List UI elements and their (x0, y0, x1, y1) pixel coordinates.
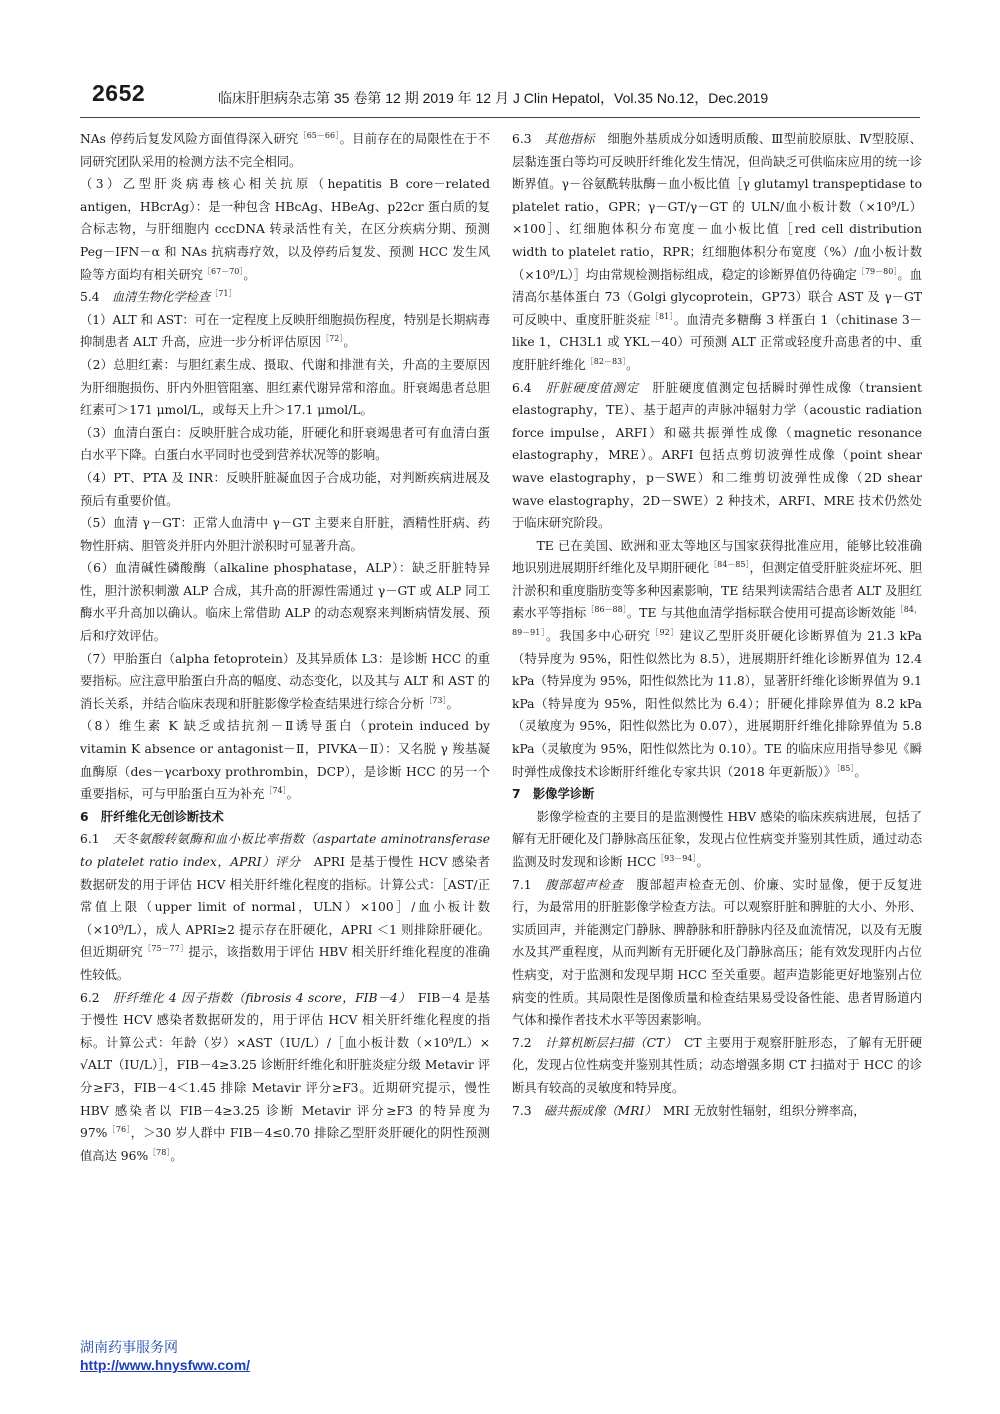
citation[interactable]: ［78］ (148, 1147, 171, 1157)
left-column (80, 128, 490, 1167)
journal-running-head: 临床肝胆病杂志第 35 卷第 12 期 2019 年 12 月 J Clin Hepatol，Vol.35 No.12，Dec.2019 (218, 90, 769, 106)
citation[interactable]: ［84，89－91］ (512, 605, 922, 637)
page-footer (80, 1338, 250, 1374)
citation[interactable]: ［74］ (264, 786, 287, 796)
paragraph: （6）血清碱性磷酸酶（alkaline phosphatase，ALP）：缺乏肝脏特异性，胆汁淤积刺激 ALP 合成，其升高的肝源性需通过 γ－GT 或 ALP 同工酶水平升高加以确认。临床上常借助 ALP 的动态观察来判断病情发展、预后和疗效评估。 (80, 561, 490, 644)
footer-site-name: 湖南药事服务网 (80, 1339, 178, 1355)
citation[interactable]: ［84－85］ (709, 560, 750, 570)
subsection-heading-7-1: 腹部超声检查 (545, 877, 624, 892)
paragraph: 6.1 天冬氨酸转氨酶和血小板比率指数（aspartate aminotransferase to platelet ratio index，APRI）评分 APRI 是基于慢性 HCV 感染者数据研发的用于评估 HCV 相关肝纤维化程度的指标。计算公式：［AST/正常值上限（upper limit of normal，ULN）×100］/血小板计数（×10⁹/L），成人 APRI≥2 提示存在肝硬化，APRI ＜1 则排除肝硬化。但近期研究$^{[75-77]}$提示，该指数用于评估 HBV 相关肝纤维化程度的准确性较低。 (80, 832, 490, 982)
subsection-heading-6-3: 其他指标 (544, 132, 595, 146)
subsection-heading-6-2: 肝纤维化 4 因子指数（fibrosis 4 score，FIB－4） (112, 990, 405, 1005)
paragraph: （5）血清 γ－GT：正常人血清中 γ－GT 主要来自肝脏，酒精性肝病、药物性肝病、胆管炎并肝内外胆汁淤积时可显著升高。 (80, 516, 490, 553)
paragraph: （4）PT、PTA 及 INR：反映肝脏凝血因子合成功能，对判断疾病进展及预后有重要价值。 (80, 470, 490, 508)
citation[interactable]: ［65－66］ (298, 130, 340, 140)
subsection-heading-6-1: 天冬氨酸转氨酶和血小板比率指数（aspartate aminotransferase to platelet ratio index，APRI）评分 (80, 832, 490, 869)
footer-link[interactable]: http://www.hnysfww.com/ (80, 1357, 251, 1373)
citation[interactable]: ［85］ (836, 763, 855, 773)
subsection-heading-7-3: 磁共振成像（MRI） (543, 1103, 651, 1118)
citation[interactable]: ［75－77］ (143, 944, 189, 954)
subsection-heading-6-4: 肝脏硬度值测定 (545, 380, 640, 395)
citation[interactable]: ［93－94］ (656, 853, 697, 863)
citation[interactable]: ［71］ (210, 289, 237, 299)
citation[interactable]: ［81］ (650, 311, 674, 321)
right-column (512, 128, 922, 1122)
citation[interactable]: ［72］ (321, 334, 344, 344)
citation[interactable]: ［73］ (424, 695, 447, 705)
paragraph: 7.3 磁共振成像（MRI） MRI 无放射性辐射，组织分辨率高， (512, 1103, 866, 1118)
page-number: 2652 (92, 80, 146, 106)
citation[interactable]: ［79－80］ (856, 266, 898, 276)
paragraph: 6.3 其他指标 细胞外基质成分如透明质酸、Ⅲ型前胶原肽、Ⅳ型胶原、层黏连蛋白等均可反映肝纤维化发生情况，但尚缺乏可供临床应用的统一诊断界值。γ－谷氨酰转肽酶－血小板比值［γ glutamyl transpeptidase to platelet ratio，GPR；γ－GT/γ－GT 的 ULN/血小板计数（×10⁹/L）×100］、红细胞体积分布宽度－血小板比值［red cell distribution width to platelet ratio，RPR；红细胞体积分布宽度（%）/血小板计数（×10⁹/L）］均由常规检测指标组成，稳定的诊断界值仍待确定$^{[79-80]}$。血清高尔基体蛋白 73（Golgi glycoprotein，GP73）联合 AST 及 γ－GT 可反映中、重度肝脏炎症$^{[81]}$。血清壳多糖酶 3 样蛋白 1（chitinase 3－like 1，CH3L1 或 YKL－40）可预测 ALT 正常或轻度升高患者的中、重度肝脏纤维化$^{[82-83]}$。 (512, 132, 922, 372)
paragraph: （2）总胆红素：与胆红素生成、摄取、代谢和排泄有关，升高的主要原因为肝细胞损伤、肝内外胆管阻塞、胆红素代谢异常和溶血。肝衰竭患者总胆红素可＞171 μmol/L，或每天上升＞17.1 μmol/L。 (80, 357, 490, 418)
paragraph: 6.2 肝纤维化 4 因子指数（fibrosis 4 score，FIB－4） FIB－4 是基于慢性 HCV 感染者数据研发的，用于评估 HCV 相关肝纤维化程度的指标。计算公式：年龄（岁）×AST（IU/L）/［血小板计数（×10⁹/L）× √ALT（IU/L）］，FIB－4≥3.25 诊断肝纤维化和肝脏炎症分级 Metavir 评分≥F3，FIB－4＜1.45 排除 Metavir 评分≥F3。近期研究提示，慢性 HBV 感染者以 FIB－4≥3.25 诊断 Metavir 评分≥F3 的特异度为 97%$^{[76]}$，＞30 岁人群中 FIB－4≤0.70 排除乙型肝炎肝硬化的阴性预测值高达 96%$^{[78]}$。 (80, 990, 490, 1163)
section-heading-6: 6 肝纤维化无创诊断技术 (80, 809, 224, 824)
citation[interactable]: ［92］ (650, 627, 680, 637)
paragraph: （8）维生素 K 缺乏或拮抗剂－Ⅱ诱导蛋白（protein induced by vitamin K absence or antagonist－Ⅱ，PIVKA－Ⅱ）：又名脱 γ 羧基凝血酶原（des－γcarboxy prothrombin，DCP），是诊断 HCC 的另一个重要指标，可与甲胎蛋白互为补充$^{[74]}$。 (80, 719, 490, 802)
paragraph: （7）甲胎蛋白（alpha fetoprotein）及其异质体 L3：是诊断 HCC 的重要指标。应注意甲胎蛋白升高的幅度、动态变化，以及其与 ALT 和 AST 的消长关系，并结合临床表现和肝脏影像学检查结果进行综合分析$^{[73]}$。 (80, 651, 490, 711)
subsection-heading-7-2: 计算机断层扫描（CT） (544, 1035, 672, 1050)
paragraph: 7.1 腹部超声检查 腹部超声检查无创、价廉、实时显像，便于反复进行，为最常用的肝脏影像学检查方法。可以观察肝脏和脾脏的大小、外形、实质回声，并能测定门静脉、脾静脉和肝静脉内径及血流情况，以及有无腹水及其严重程度，从而判断有无肝硬化及门静脉高压；能有效发现肝内占位性病变，对于监测和发现早期 HCC 至关重要。超声造影能更好地鉴别占位病变的性质。其局限性是图像质量和检查结果易受设备性能、患者胃肠道内气体和操作者技术水平等因素影响。 (512, 877, 922, 1028)
citation[interactable]: ［67－70］ (202, 266, 244, 276)
paragraph: （3）乙型肝炎病毒核心相关抗原（hepatitis B core－related antigen，HBcrAg）：是一种包含 HBcAg、HBeAg、p22cr 蛋白质的复合标志物，与肝细胞内 cccDNA 转录活性有关，在区分疾病分期、预测 Peg－IFN－α 和 NAs 抗病毒疗效，以及停药后复发、预测 HCC 发生风险等方面均有相关研究$^{[67-70]}$。 (80, 177, 490, 282)
citation[interactable]: ［82－83］ (585, 356, 627, 366)
paragraph: （3）血清白蛋白：反映肝脏合成功能，肝硬化和肝衰竭患者可有血清白蛋白水平下降。白蛋白水平同时也受到营养状况等的影响。 (80, 425, 490, 463)
section-heading-7: 7 影像学诊断 (512, 787, 595, 802)
paragraph: 7.2 计算机断层扫描（CT） CT 主要用于观察肝脏形态，了解有无肝硬化，发现占位性病变并鉴别其性质；动态增强多期 CT 扫描对于 HCC 的诊断具有较高的灵敏度和特异度。 (512, 1035, 922, 1095)
citation[interactable]: ［76］ (107, 1125, 131, 1135)
paragraph: TE 已在美国、欧洲和亚太等地区与国家获得批准应用，能够比较准确地识别进展期肝纤维化及早期肝硬化$^{[84-85]}$，但测定值受肝脏炎症坏死、胆汁淤积和重度脂肪变等多种因素影响，TE 结果判读需结合患者 ALT 及胆红素水平等指标$^{[86-88]}$。TE 与其他血清学指标联合使用可提高诊断效能$^{[84,89-91]}$。我国多中心研究$^{[92]}$建议乙型肝炎肝硬化诊断界值为 21.3 kPa（特异度为 95%，阳性似然比为 8.5），进展期肝纤维化诊断界值为 12.4 kPa（特异度为 95%，阳性似然比为 11.8），显著肝纤维化诊断界值为 9.1 kPa（特异度为 95%，阳性似然比为 6.4）；肝硬化排除界值为 8.2 kPa（灵敏度为 95%，阳性似然比为 0.07），进展期肝纤维化排除界值为 5.8 kPa（灵敏度为 95%，阳性似然比为 0.10）。TE 的临床应用指导参见《瞬时弹性成像技术诊断肝纤维化专家共识（2018 年更新版）》$^{[85]}$。 (512, 538, 923, 779)
paragraph: NAs 停药后复发风险方面值得深入研究$^{[65-66]}$。目前存在的局限性在于不同研究团队采用的检测方法不完全相同。 (80, 130, 490, 169)
paragraph: 6.4 肝脏硬度值测定 肝脏硬度值测定包括瞬时弹性成像（transient elastography，TE）、基于超声的声脉冲辐射力学（acoustic radiation force impulse，ARFI）和磁共振弹性成像（magnetic resonance elastography，MRE）。ARFI 包括点剪切波弹性成像（point shear wave elastography，p－SWE）和二维剪切波弹性成像（2D shear wave elastography，2D－SWE）2 种技术，ARFI、MRE 技术仍然处于临床研究阶段。 (512, 380, 922, 531)
page-header (0, 0, 1000, 120)
section-heading-5-4: 5.4 血清生物化学检查$^{[71]}$ (80, 289, 237, 305)
paragraph: （1）ALT 和 AST：可在一定程度上反映肝细胞损伤程度，特别是长期病毒抑制患者 ALT 升高，应进一步分析评估原因$^{[72]}$。 (80, 312, 490, 350)
paragraph: 影像学检查的主要目的是监测慢性 HBV 感染的临床疾病进展，包括了解有无肝硬化及门静脉高压征象，发现占位性病变并鉴别其性质，通过动态监测及时发现和诊断 $HCC^{[93-94]}$。 (512, 809, 922, 869)
citation[interactable]: ［86－88］ (586, 605, 627, 615)
header-rule (80, 117, 920, 118)
